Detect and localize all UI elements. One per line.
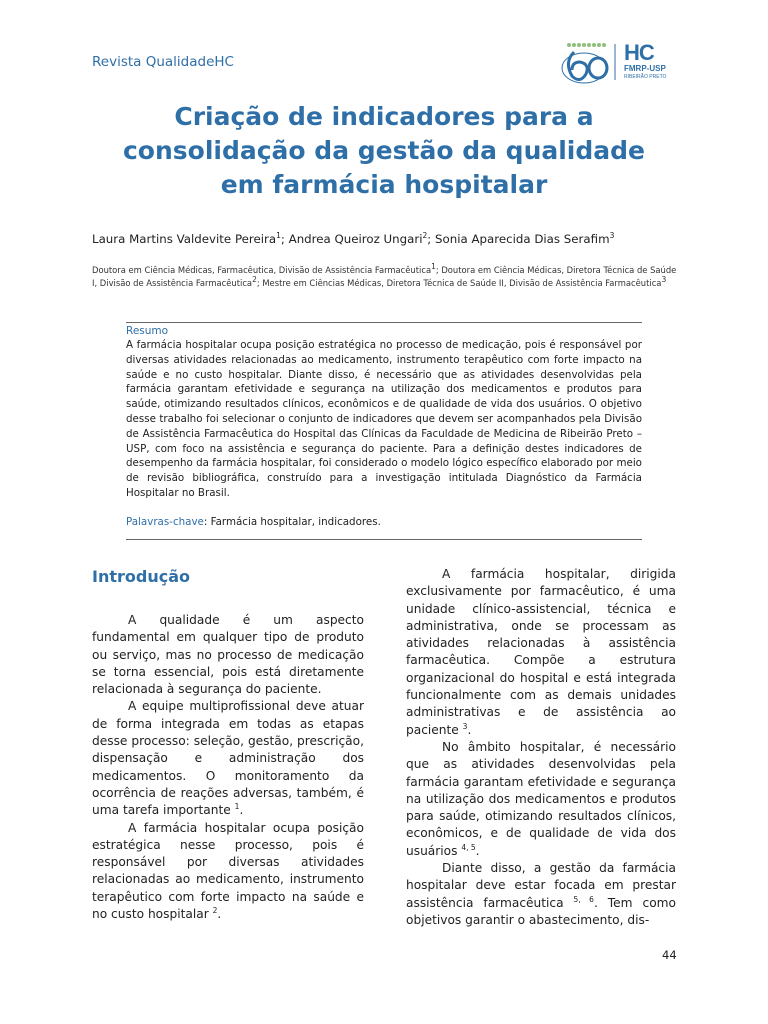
paragraph-text: A farmácia hospitalar, dirigida exclusivamente por farmacêutico, é uma unidade clínico-assistencial, técnica e administrativa, onde se processam as atividades relacionadas à assistência farmacêutica. Compõe a estrutura organizacional do hospital e está integrada funcionalmente com as demais unidades administrativas e de assistência ao paciente [406, 567, 676, 737]
author-separator: ; [427, 232, 436, 246]
paragraph-end: . [239, 803, 244, 818]
citation-ref: 1 [234, 802, 240, 812]
hc-logo-text: FMRP-USP [624, 64, 666, 73]
keywords-text: Farmácia hospitalar, indicadores. [210, 516, 381, 528]
hc-logo-mark: HC [624, 40, 654, 65]
article-title [60, 100, 708, 202]
paragraph-end: . Tem como objetivos garantir o abastecimento, dis- [406, 895, 676, 927]
author-list [92, 232, 614, 246]
paragraph-text: No âmbito hospitalar, é necessário que as atividades desenvolvidas pela farmácia garantam efetividade e segurança na utilização dos medicamentos e produtos para saúde, otimizando resultados clínicos, econômicos, e de qualidade de vida dos usuários [406, 739, 676, 858]
affiliation-1-ref: 1 [431, 262, 436, 272]
author-separator: ; [280, 232, 289, 246]
abstract-label: Resumo [126, 325, 169, 337]
paragraph [92, 698, 364, 819]
right-column [406, 566, 676, 929]
paragraph [92, 612, 364, 698]
title-line-1: Criação de indicadores para a [174, 102, 594, 131]
affiliations [92, 264, 682, 290]
keywords-label: Palavras-chave [126, 516, 204, 528]
affiliation-3-ref: 3 [661, 275, 667, 285]
paragraph-text: A farmácia hospitalar ocupa posição estratégica nesse processo, pois é responsável por diversas atividades relacionadas ao medicamento, instrumento terapêutico com forte impacto na saúde e no custo hospitalar [92, 820, 364, 922]
page-number: 44 [662, 948, 677, 962]
paragraph-text: Diante disso, a gestão da farmácia hospitalar deve estar focada em prestar assistência farmacêutica [406, 861, 676, 910]
citation-ref: 4, 5 [461, 842, 476, 852]
affiliation-1: Doutora em Ciência Médicas, Farmacêutica, Divisão de Assistência Farmacêutica [92, 265, 432, 275]
paragraph [406, 860, 676, 929]
institution-logos [560, 40, 670, 84]
abstract-text: A farmácia hospitalar ocupa posição estratégica no processo de medicação, pois é responsável por diversas atividades relacionadas ao medicamento, instrumento terapêutico com forte impacto na saúde e no custo hospitalar. Diante disso, é necessário que as atividades desenvolvidas pela farmácia garantam efetividade e segurança na utilização dos medicamentos e produtos para saúde, otimizando resultados clínicos, econômicos e de qualidade de vida dos usuários. O objetivo desse trabalho foi selecionar o conjunto de indicadores que devem ser acompanhados pela Divisão de Assistência Farmacêutica do Hospital das Clínicas da Faculdade de Medicina de Ribeirão Preto – USP, com foco na assistência e segurança do paciente. Para a definição destes indicadores de desempenho da farmácia hospitalar, foi considerado o modelo lógico específico elaborado por meio de revisão bibliográfica, construído para a investigação intitulada Diagnóstico da Farmácia Hospitalar no Brasil. [126, 339, 642, 499]
keywords [126, 516, 381, 528]
author-1-ref: 1 [276, 231, 281, 241]
author-2: Andrea Queiroz Ungari [288, 232, 423, 246]
affiliation-3: ; Mestre em Ciências Médicas, Diretora Técnica de Saúde II, Divisão de Assistência Farmacêutica [256, 278, 662, 288]
paragraph-end: . [475, 843, 480, 858]
paragraph [92, 820, 364, 924]
keywords-separator: : [203, 516, 211, 528]
paragraph-text: A equipe multiprofissional deve atuar de forma integrada em todas as etapas desse processo: seleção, gestão, prescrição, dispensação e administração dos medicamentos. O monitoramento da ocorrência de reações adversas, também, é uma tarefa importante [92, 699, 364, 818]
affiliation-2: ; Doutora em Ciência Médicas, Diretora Técnica de Saúde I, Divisão de Assistência Farmacêutica [92, 265, 677, 288]
paragraph-end: . [217, 907, 222, 922]
paragraph-text: A qualidade é um aspecto fundamental em qualquer tipo de produto ou serviço, mas no processo de medicação se torna essencial, pois está diretamente relacionada à segurança do paciente. [92, 613, 364, 697]
citation-ref: 2 [212, 905, 218, 915]
citation-ref: 3 [462, 721, 468, 731]
left-column [92, 566, 364, 923]
author-3: Sonia Aparecida Dias Serafim [435, 232, 610, 246]
hc-logo [624, 42, 670, 84]
citation-ref: 5, 6 [573, 894, 594, 904]
journal-name: Revista QualidadeHC [92, 54, 234, 70]
author-3-ref: 3 [609, 231, 615, 241]
section-heading-introduction: Introdução [92, 567, 190, 586]
paragraph-end: . [467, 722, 472, 737]
title-line-3: em farmácia hospitalar [220, 170, 548, 199]
author-2-ref: 2 [422, 231, 428, 241]
affiliation-2-ref: 2 [252, 275, 257, 285]
hc-logo-subtext: RIBEIRÃO PRETO [624, 74, 667, 80]
abstract-box [126, 322, 642, 540]
title-line-2: consolidação da gestão da qualidade [122, 136, 645, 165]
paragraph [406, 739, 676, 860]
author-1: Laura Martins Valdevite Pereira [92, 232, 277, 246]
paragraph [406, 566, 676, 739]
